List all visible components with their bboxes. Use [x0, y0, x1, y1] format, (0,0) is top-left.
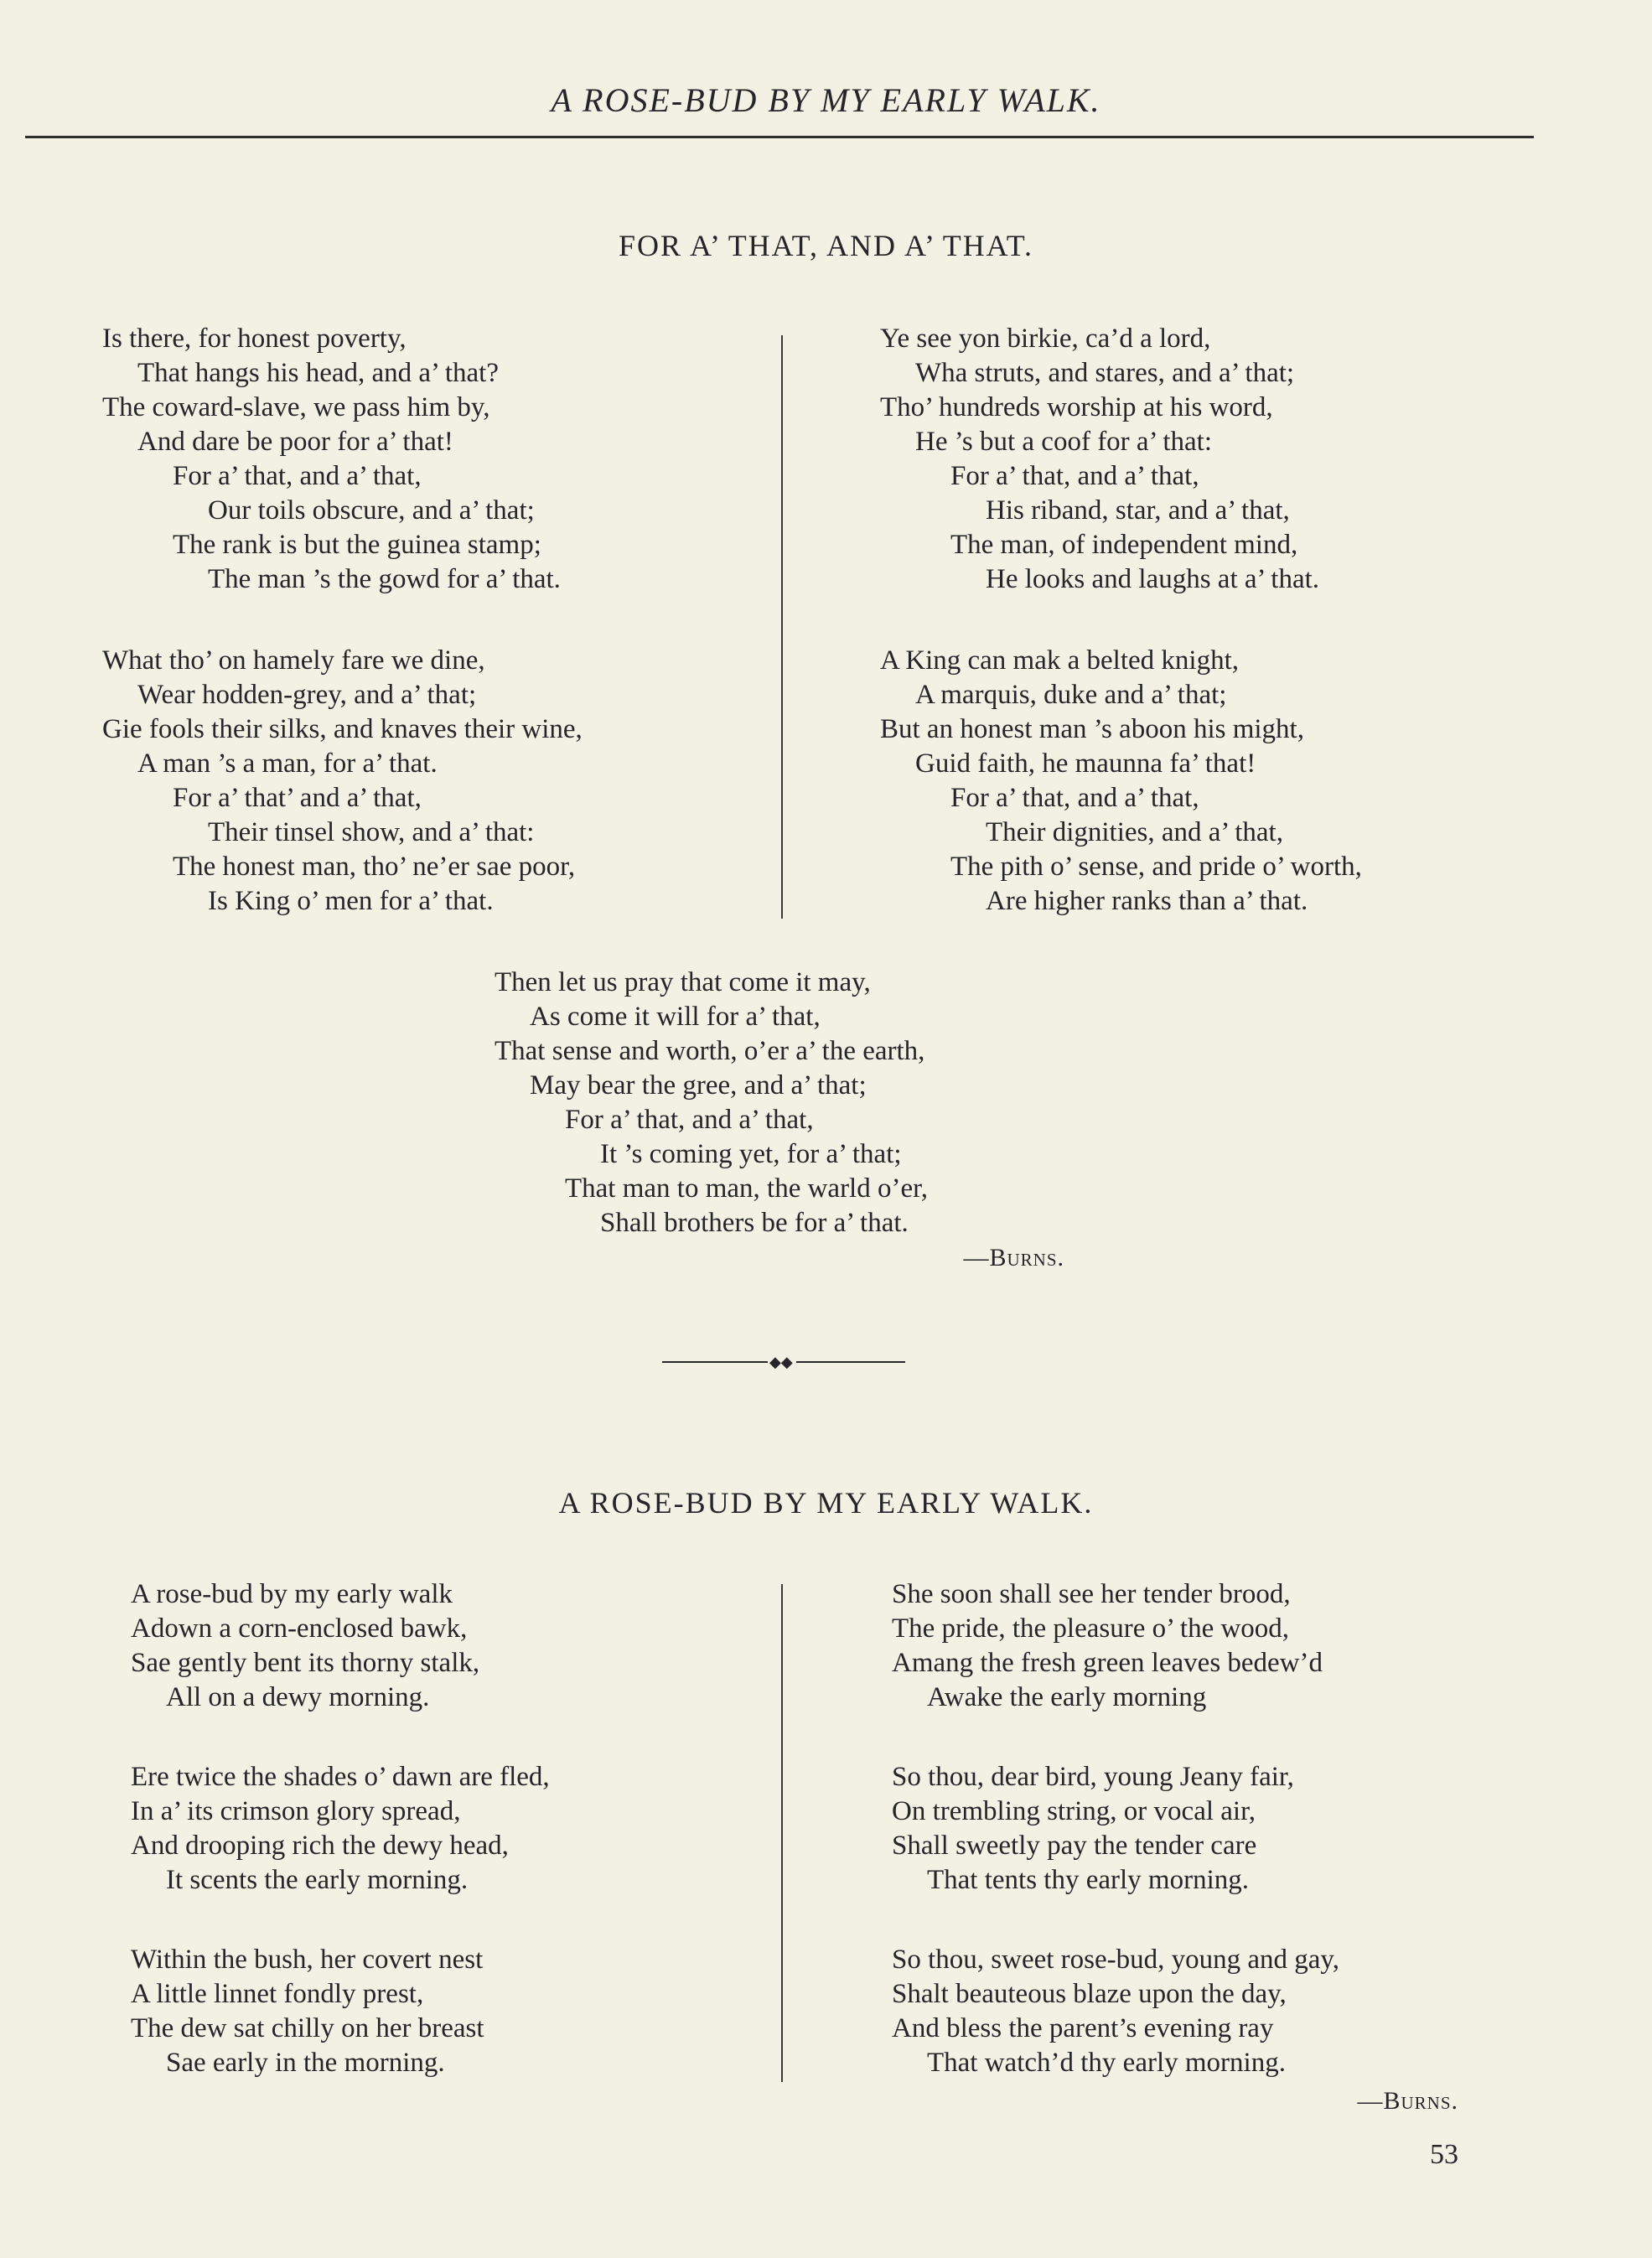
- poem2-left-stanza-2: [131, 1760, 550, 1898]
- section-ornament: [662, 1354, 905, 1370]
- verse-line: But an honest man ’s aboon his might,: [880, 714, 1304, 744]
- poem2-left-stanza-3: [131, 1943, 484, 2080]
- verse-line: Are higher ranks than a’ that.: [986, 886, 1308, 916]
- column-divider: [781, 1584, 783, 2082]
- poem2-left-stanza-1: [131, 1577, 479, 1715]
- poem1-final-stanza: [495, 966, 928, 1240]
- verse-line: In a’ its crimson glory spread,: [131, 1796, 461, 1826]
- verse-line: Guid faith, he maunna fa’ that!: [915, 748, 1256, 779]
- verse-line: It ’s coming yet, for a’ that;: [600, 1139, 902, 1169]
- verse-line: The man, of independent mind,: [950, 530, 1298, 560]
- verse-line: That sense and worth, o’er a’ the earth,: [495, 1036, 925, 1066]
- poem2-right-stanza-3: [892, 1943, 1339, 2080]
- verse-line: May bear the gree, and a’ that;: [530, 1070, 867, 1101]
- verse-line: For a’ that, and a’ that,: [565, 1105, 814, 1135]
- verse-line: The man ’s the gowd for a’ that.: [208, 564, 561, 594]
- verse-line: And drooping rich the dewy head,: [131, 1831, 509, 1861]
- verse-line: Ere twice the shades o’ dawn are fled,: [131, 1762, 550, 1792]
- verse-line: His riband, star, and a’ that,: [986, 495, 1290, 526]
- verse-line: As come it will for a’ that,: [530, 1002, 821, 1032]
- verse-line: Is King o’ men for a’ that.: [208, 886, 494, 916]
- verse-line: He looks and laughs at a’ that.: [986, 564, 1320, 594]
- verse-line: The rank is but the guinea stamp;: [173, 530, 541, 560]
- verse-line: The pride, the pleasure o’ the wood,: [892, 1613, 1290, 1644]
- verse-line: Is there, for honest poverty,: [102, 324, 407, 354]
- verse-line: For a’ that’ and a’ that,: [173, 783, 422, 813]
- page-number: 53: [1430, 2139, 1458, 2170]
- verse-line: That hangs his head, and a’ that?: [137, 358, 499, 388]
- verse-line: The honest man, tho’ ne’er sae poor,: [173, 852, 576, 882]
- poem1-signature: —Burns.: [963, 1244, 1064, 1271]
- verse-line: Their dignities, and a’ that,: [986, 817, 1283, 847]
- verse-line: The coward-slave, we pass him by,: [102, 392, 490, 422]
- verse-line: A marquis, duke and a’ that;: [915, 680, 1227, 710]
- verse-line: Within the bush, her covert nest: [131, 1945, 484, 1975]
- verse-line: Our toils obscure, and a’ that;: [208, 495, 535, 526]
- verse-line: So thou, sweet rose-bud, young and gay,: [892, 1945, 1340, 1975]
- verse-line: On trembling string, or vocal air,: [892, 1796, 1256, 1826]
- verse-line: For a’ that, and a’ that,: [950, 461, 1199, 491]
- verse-line: Shall sweetly pay the tender care: [892, 1831, 1257, 1861]
- verse-line: A man ’s a man, for a’ that.: [137, 748, 438, 779]
- verse-line: What tho’ on hamely fare we dine,: [102, 645, 485, 676]
- poem2-right-stanza-1: [892, 1577, 1323, 1715]
- verse-line: Then let us pray that come it may,: [495, 967, 871, 997]
- verse-line: Awake the early morning: [927, 1682, 1207, 1712]
- verse-line: Shalt beauteous blaze upon the day,: [892, 1979, 1287, 2009]
- column-divider: [781, 335, 783, 919]
- verse-line: Sae gently bent its thorny stalk,: [131, 1648, 480, 1678]
- verse-line: The pith o’ sense, and pride o’ worth,: [950, 852, 1362, 882]
- verse-line: So thou, dear bird, young Jeany fair,: [892, 1762, 1294, 1792]
- verse-line: Tho’ hundreds worship at his word,: [880, 392, 1273, 422]
- verse-line: The dew sat chilly on her breast: [131, 2013, 484, 2043]
- verse-line: A little linnet fondly prest,: [131, 1979, 424, 2009]
- poem1-right-stanza-2: [880, 644, 1362, 919]
- verse-line: For a’ that, and a’ that,: [950, 783, 1199, 813]
- verse-line: A rose-bud by my early walk: [131, 1579, 453, 1609]
- verse-line: All on a dewy morning.: [166, 1682, 430, 1712]
- poem1-left-stanza-2: [102, 644, 583, 919]
- verse-line: Ye see yon birkie, ca’d a lord,: [880, 324, 1211, 354]
- verse-line: Wear hodden-grey, and a’ that;: [137, 680, 477, 710]
- header-rule: [25, 136, 1534, 138]
- verse-line: Gie fools their silks, and knaves their wine,: [102, 714, 583, 744]
- poem1-left-stanza-1: [102, 322, 561, 597]
- verse-line: Sae early in the morning.: [166, 2048, 445, 2078]
- verse-line: For a’ that, and a’ that,: [173, 461, 422, 491]
- verse-line: Shall brothers be for a’ that.: [600, 1208, 909, 1238]
- verse-line: A King can mak a belted knight,: [880, 645, 1239, 676]
- poem2-title: A ROSE-BUD BY MY EARLY WALK.: [558, 1486, 1094, 1520]
- verse-line: It scents the early morning.: [166, 1865, 469, 1895]
- verse-line: She soon shall see her tender brood,: [892, 1579, 1291, 1609]
- verse-line: Wha struts, and stares, and a’ that;: [915, 358, 1295, 388]
- verse-line: And bless the parent’s evening ray: [892, 2013, 1274, 2043]
- verse-line: That tents thy early morning.: [927, 1865, 1249, 1895]
- poem2-right-stanza-2: [892, 1760, 1294, 1898]
- verse-line: He ’s but a coof for a’ that:: [915, 427, 1213, 457]
- verse-line: And dare be poor for a’ that!: [137, 427, 453, 457]
- poem1-right-stanza-1: [880, 322, 1319, 597]
- verse-line: Amang the fresh green leaves bedew’d: [892, 1648, 1323, 1678]
- verse-line: That man to man, the warld o’er,: [565, 1173, 929, 1204]
- running-head: A ROSE-BUD BY MY EARLY WALK.: [551, 81, 1101, 119]
- verse-line: That watch’d thy early morning.: [927, 2048, 1286, 2078]
- verse-line: Their tinsel show, and a’ that:: [208, 817, 535, 847]
- poem2-signature: —Burns.: [1357, 2087, 1458, 2115]
- verse-line: Adown a corn-enclosed bawk,: [131, 1613, 468, 1644]
- diamond-icon: ◆◆: [769, 1354, 793, 1370]
- poem1-title: FOR A’ THAT, AND A’ THAT.: [618, 229, 1034, 262]
